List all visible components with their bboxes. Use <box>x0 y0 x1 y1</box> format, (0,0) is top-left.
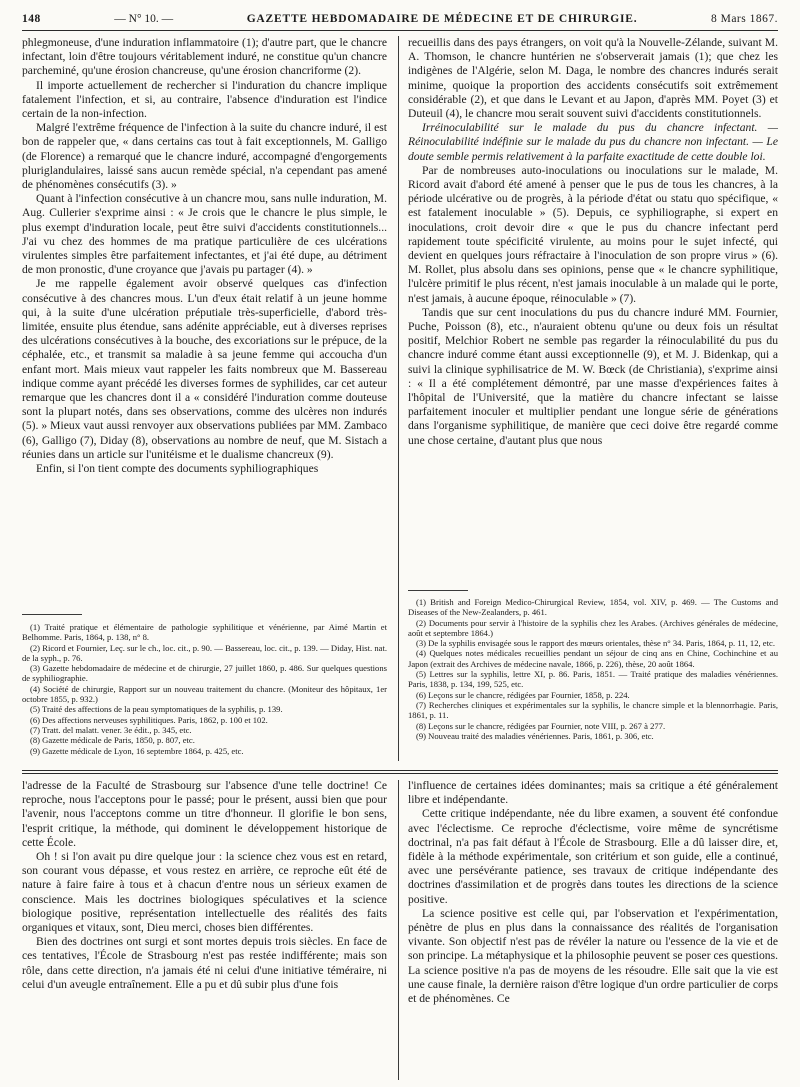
paragraph: Cette critique indépendante, née du libre examen, a souvent été confondue avec l'éclectisme. Ce reproche d'éclectisme, voire même de syncrétisme doctrinal, n'a pas fait défaut à l'École de Strasbourg. Elle a dû laisser dire, et, fidèle à la méthode expérimentale, son critérium et son guide, elle a continué, avec une persévérante patience, ses travaux de critique indépendante des doctrines d'assimilation et de progrès dans toutes les directions de la science positive. <box>408 807 778 906</box>
paragraph: l'adresse de la Faculté de Strasbourg sur l'absence d'une telle doctrine! Ce reproche, nous l'acceptons pour le passé; pour le présent, aussi bien que pour l'avenir, nous l'acceptons comme un titre d'honneur. Il glorifie le bon sens, l'esprit critique, la méthode, qui dominent le développement historique de cette École. <box>22 779 387 849</box>
section-rule <box>22 770 778 771</box>
footnotes-column-2 <box>408 597 778 762</box>
footnote: (1) Traité pratique et élémentaire de pathologie syphilitique et vénérienne, par Aimé Martin et Belhomme. Paris, 1864, p. 138, n° 8. <box>22 622 387 643</box>
footnote: (1) British and Foreign Medico-Chirurgical Review, 1854, vol. XIV, p. 469. — The Customs and Diseases of the New-Zealanders, p. 461. <box>408 597 778 618</box>
footnote: (2) Documents pour servir à l'histoire de la syphilis chez les Arabes. (Archives générales de médecine, août et septembre 1864.) <box>408 617 778 638</box>
footnote: (8) Leçons sur le chancre, rédigées par Fournier, note VIII, p. 267 à 277. <box>416 720 666 731</box>
footnote: (8) Gazette médicale de Paris, 1850, p. 807, etc. <box>30 735 195 746</box>
journal-title: GAZETTE HEBDOMADAIRE DE MÉDECINE ET DE CHIRURGIE. <box>246 13 638 25</box>
footnote: (6) Leçons sur le chancre, rédigées par Fournier, 1858, p. 224. <box>416 689 630 700</box>
issue-number: — N° 10. — <box>114 13 174 25</box>
footnote: (7) Tratt. del malatt. vener. 3e édit., p. 345, etc. <box>30 724 192 735</box>
page-number: 148 <box>22 13 41 25</box>
paragraph: Il importe actuellement de rechercher si l'induration du chancre implique fatalement l'infection, et si, au contraire, l'absence d'induration est l'indice certain de la non-infection. <box>22 78 387 121</box>
paragraph: Malgré l'extrême fréquence de l'infection à la suite du chancre induré, il est bon de rappeler que, « dans certains cas tout à fait exceptionnels, M. Galligo (de Florence) a remarqué que le chancre induré, accompagné d'engorgements pluriglandulaires, laissé sans aucun remède spécial, n'a cependant pas amené de phénomènes consécutifs (3). » <box>22 121 387 192</box>
footnote: (2) Ricord et Fournier, Leç. sur le ch., loc. cit., p. 90. — Bassereau, loc. cit., p. 139. — Diday, Hist. nat. de la syph., p. 76. <box>22 642 387 663</box>
column-1-bottom <box>22 779 387 1083</box>
paragraph: phlegmoneuse, d'une induration inflammatoire (1); d'autre part, que le chancre infectant, loin d'être toujours véritablement induré, ne constitue qu'un chancre parcheminé, qu'une érosion chancreuse, qu'une érosion chancriforme (2). <box>22 36 387 78</box>
footnote: (7) Recherches cliniques et expérimentales sur la syphilis, le chancre simple et la blennorrhagie. Paris, 1861, p. 11. <box>408 699 778 721</box>
footnote: (4) Quelques notes médicales recueillies pendant un séjour de cinq ans en Chine, Cochinchine et au Japon (extrait des Archives de médecine navale, 1866, p. 226), thèse, 20 août 1864. <box>408 648 778 669</box>
footnote: (9) Gazette médicale de Lyon, 16 septembre 1864, p. 425, etc. <box>30 745 244 756</box>
paragraph: Par de nombreuses auto-inoculations ou inoculations sur le malade, M. Ricord avait d'abord été amené à penser que le pus de tous les chancres, à la période ulcérative ou de progrès, à la période d'état ou statu quo spécifique, « est fatalement inoculable » (5). Depuis, ce syphiliographe, si expert en inoculations, croit devoir dire « que le pus du chancre infectant perd rapidement toute spécificité virulente, au moins pour le sujet infecté, qui devient en quelques jours réfractaire à l'inoculation de son propre virus » (6). M. Rollet, plus absolu dans ses opinions, pense que « le chancre syphilitique, l'ulcère primitif le plus récent, n'est jamais inoculable à un malade qui le porte, n'est jamais, à aucune époque, réinoculable » (7). <box>408 163 778 305</box>
paragraph: La science positive est celle qui, par l'observation et l'expérimentation, pénètre de plus en plus dans la connaissance des réalités de l'organisation vivante. Son objectif n'est pas de révéler la nature ou l'essence de la vie et de son principe. La métaphysique et la philosophie peuvent se poser ces questions. La science positive n'a pas de moyens de les résoudre. Elle sait que la vie est une cause finale, la dernière raison d'être logique d'un ordre particulier de corps et de phénomènes. Ce <box>408 906 778 1006</box>
footnote: (4) Société de chirurgie, Rapport sur un nouveau traitement du chancre. (Moniteur des hôpitaux, 1er octobre 1855, p. 932.) <box>22 683 387 705</box>
running-header <box>22 8 778 31</box>
footnotes-column-1 <box>22 622 387 762</box>
paragraph: Tandis que sur cent inoculations du pus du chancre induré MM. Fournier, Puche, Poisson (8), etc., n'auraient obtenu qu'une ou deux fois un résultat positif, Melchior Robert ne semble pas regarder la réinoculabilité du pus du chancre induré comme étant aussi exceptionnelle (9), et M. J. Bidenkap, qui a suivi la clinique syphilisatrice de M. W. Bœck (de Christiania), s'exprime ainsi : « Il a été complétement démontré, par une masse d'expériences faites à l'hôpital de l'Université, que la matière du chancre infectant se laisse parfaitement inoculer et multiplier pendant une longue série de générations dans l'organisme syphilitique, de manière que ceci doive être regardé comme une chose certaine, d'autant plus que nous <box>408 305 778 447</box>
footnote: (3) Gazette hebdomadaire de médecine et de chirurgie, 27 juillet 1860, p. 486. Sur quelques questions de syphiliographie. <box>22 663 387 684</box>
footnote: (9) Nouveau traité des maladies vénériennes. Paris, 1861, p. 306, etc. <box>416 730 654 741</box>
footnote-rule <box>22 614 82 615</box>
column-2-bottom <box>408 779 778 1083</box>
footnote: (3) De la syphilis envisagée sous le rapport des mœurs orientales, thèse n° 34. Paris, 1864, p. 11, 12, etc. <box>416 638 775 649</box>
section-heading-paragraph: Irréinoculabilité sur le malade du pus du chancre infectant. — Réinoculabilité indéfinie sur le malade du pus du chancre non infectant. — Le doute semble permis relativement à la parfaite exactitude de cette double loi. <box>408 121 778 163</box>
paragraph: recueillis dans des pays étrangers, on voit qu'à la Nouvelle-Zélande, suivant M. A. Thomson, le chancre huntérien ne s'observerait jamais (1); que chez les indigènes de l'Algérie, selon M. Daga, le nombre des chancres indurés serait minime, quoique la proportion des accidents consécutifs soit extrêmement considérable (2), et que dans le Levant et au Japon, d'après MM. Poyet (3) et Duteuil (4), le chancre mou serait souvent suivi d'accidents constitutionnels. <box>408 36 778 121</box>
section-rule <box>22 773 778 774</box>
issue-date: 8 Mars 1867. <box>710 13 778 25</box>
footnote: (5) Lettres sur la syphilis, lettre XI, p. 86. Paris, 1851. — Traité pratique des maladies vénériennes. Paris, 1838, p. 134, 199, 525, etc. <box>408 669 778 690</box>
column-1-top <box>22 36 387 591</box>
footnote-rule <box>408 590 468 591</box>
footnote: (5) Traité des affections de la peau symptomatiques de la syphilis, p. 139. <box>30 704 283 715</box>
paragraph: l'influence de certaines idées dominantes; mais sa critique a été généralement libre et indépendante. <box>408 779 778 807</box>
column-divider-bottom <box>398 780 399 1080</box>
paragraph: Enfin, si l'on tient compte des documents syphiliographiques <box>36 462 319 476</box>
footnote: (6) Des affections nerveuses syphilitiques. Paris, 1862, p. 100 et 102. <box>30 714 268 725</box>
column-2-top <box>408 36 778 591</box>
paragraph: Bien des doctrines ont surgi et sont mortes depuis trois siècles. En face de ces tentatives, l'École de Strasbourg n'est pas restée indifférente; mais son rôle, dans cette direction, n'a jamais été ni celui d'une initiative téméraire, ni celui d'un aveugle entraînement. Elle a pu et dû subir plus d'une fois <box>22 935 387 991</box>
paragraph: Oh ! si l'on avait pu dire quelque jour : la science chez vous est en retard, son courant vous dépasse, et vous restez en arrière, ce reproche eût été de nature à faire faire à tous et à chacun d'entre nous un sérieux examen de conscience. Mais les doctrines biologiques spéculatives et la science biologique positive, représentation intellectuelle des réalités des faits organiques et vitaux, sont, Dieu merci, choses bien différentes. <box>22 850 387 935</box>
column-divider-top <box>398 36 399 761</box>
paragraph: Je me rappelle également avoir observé quelques cas d'infection consécutive à des chancres mous. L'un d'eux était relatif à un jeune homme qui, à la suite d'une ulcération préputiale très-superficielle, d'abord très-limitée, ensuite plus étendue, sans adénite appréciable, eut à diverses reprises des ulcérations consécutives à la bouche, des excoriations sur le prépuce, de la céphalée, etc., et transmit sa maladie à sa jeune femme qui accoucha d'un enfant mort. Mais mieux vaut rappeler les faits nombreux que M. Bassereau indique comme ayant précédé les diverses formes de syphilides, car cet auteur remarque que les chancres dont il a « considéré l'induration comme douteuse sont la plupart notés, dans ses observations, comme des ulcères non indurés (5). » Mieux vaut aussi renvoyer aux observations publiées par MM. Zambaco (6), Galligo (7), Diday (8), observations au nombre de neuf, que M. Sistach a réunies dans un article sur l'unitéisme et le dualisme chancreux (9). <box>22 277 387 461</box>
paragraph: Quant à l'infection consécutive à un chancre mou, sans nulle induration, M. Aug. Cullerier s'exprime ainsi : « Je crois que le chancre le plus simple, le plus exempt d'induration locale, peut être suivi d'accidents constitutionnels... J'ai vu chez des hommes de ma pratique particulière de ces ulcérations virulentes simples être parfaitement infectantes, et j'ai été dupe, au détriment de mon pronostic, d'une croyance que j'avais pu partager (4). » <box>22 192 387 277</box>
